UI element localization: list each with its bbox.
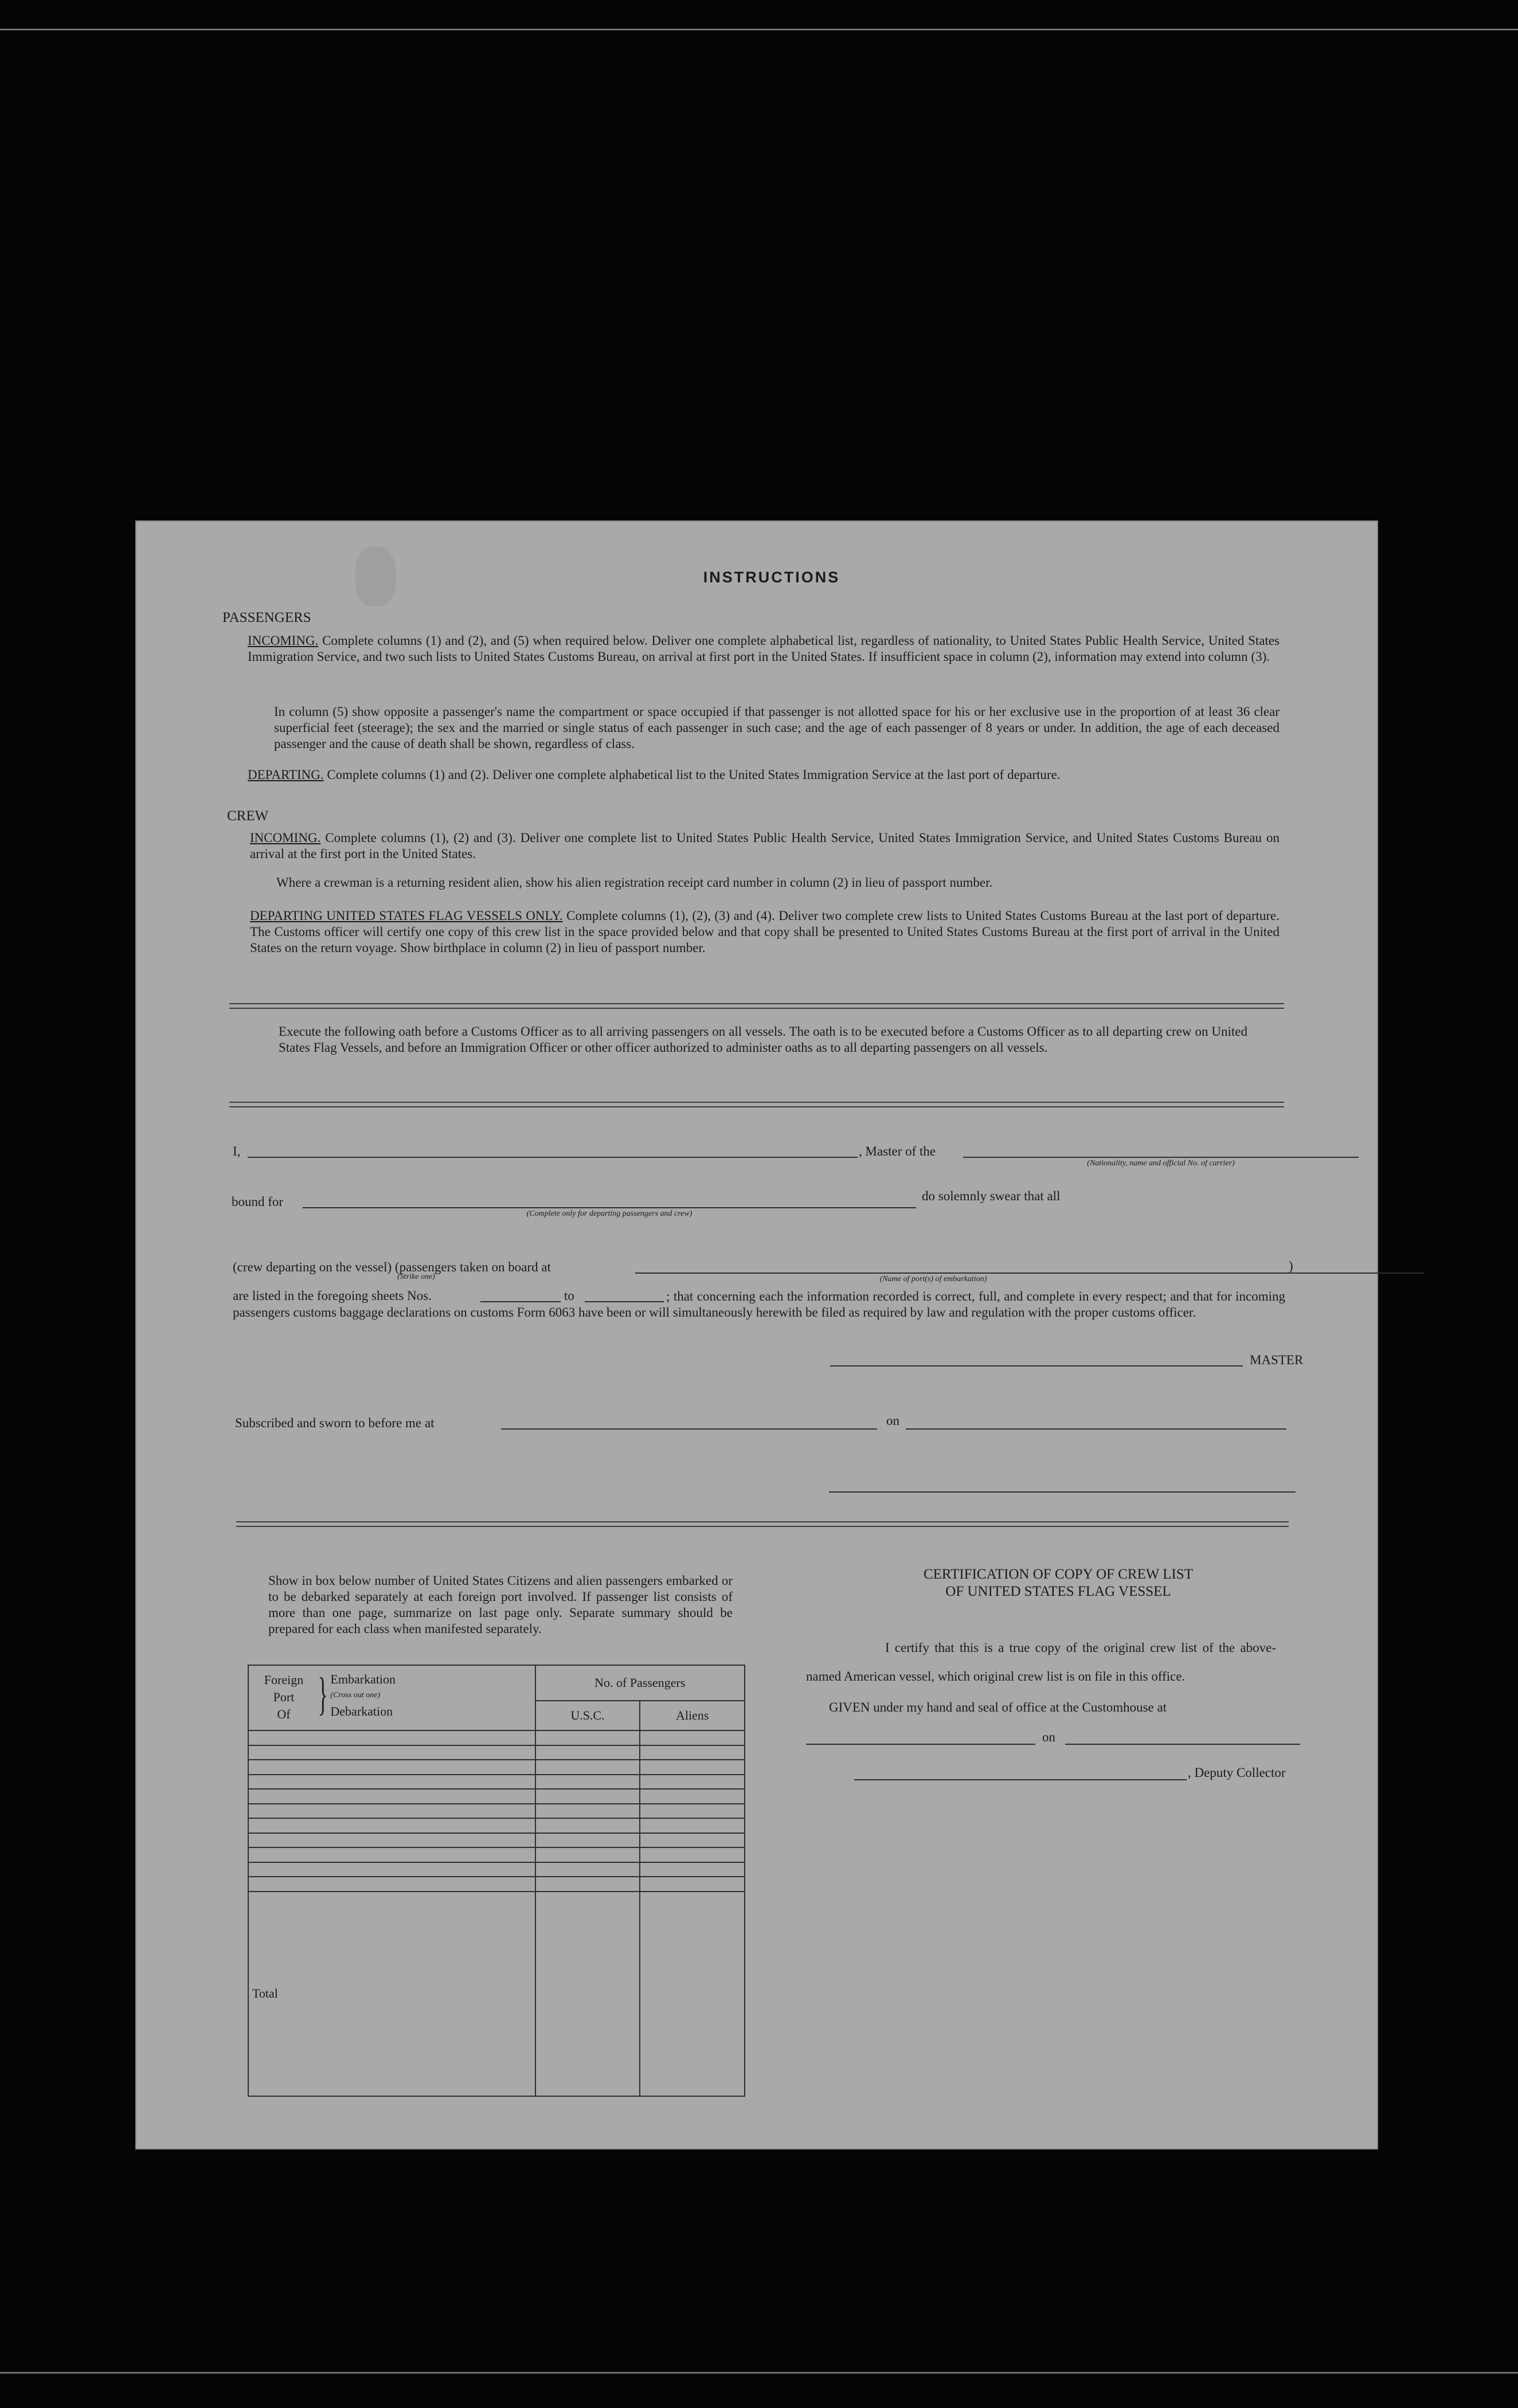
crew-incoming-paragraph xyxy=(250,830,1280,862)
table-row[interactable] xyxy=(248,1877,745,1892)
usc-header: U.S.C. xyxy=(535,1701,640,1730)
scan-frame-bottom-line xyxy=(0,2372,1518,2374)
passengers-incoming-label: INCOMING. xyxy=(248,633,319,648)
table-row[interactable] xyxy=(248,1745,745,1760)
certification-title-line1: CERTIFICATION OF COPY OF CREW LIST xyxy=(923,1567,1194,1582)
crew-departing-label: DEPARTING UNITED STATES FLAG VESSELS ONLY. xyxy=(250,909,563,923)
subscribed-place-field[interactable] xyxy=(501,1428,877,1430)
passengers-departing-label: DEPARTING. xyxy=(248,768,324,782)
total-row[interactable] xyxy=(248,1892,745,2096)
passengers-heading: PASSENGERS xyxy=(222,610,311,625)
double-rule xyxy=(236,1521,1289,1527)
certification-on-label: on xyxy=(1042,1730,1055,1744)
crew-resident-paragraph: Where a crewman is a returning resident alien, show his alien registration receipt card number in column (2) in lieu of passport number. xyxy=(276,875,993,890)
swear-label: do solemnly swear that all xyxy=(922,1189,1061,1203)
oath-i-label: I, xyxy=(233,1144,241,1158)
total-label: Total xyxy=(248,1892,535,2096)
embarkation-ports-field[interactable] xyxy=(635,1272,1424,1274)
oath-instruction-paragraph: Execute the following oath before a Customs Officer as to all arriving passengers on all vessels. The oath is to be executed before a Customs Officer as to all departing crew on United States Flag Vessels, and before an Immigration Officer or other officer authorized to administer oaths as to all departing passengers on all vessels. xyxy=(279,1024,1247,1055)
passengers-column5-paragraph: In column (5) show opposite a passenger's name the compartment or space occupied if that passenger is not allotted space for his or her exclusive use in the proportion of at least 36 clear superficial feet (steerage); the sex and the married or single status of each passenger in such case; and the age of each passenger of 8 years or under. In addition, the age of each deceased passenger and the cause of death shall be shown, regardless of class. xyxy=(274,704,1280,751)
of-word: Of xyxy=(277,1707,291,1721)
passenger-summary-table xyxy=(248,1665,745,2097)
crew-incoming-text: Complete columns (1), (2) and (3). Deliver one complete list to United States Public Health Service, United States Immigration Service, and United States Customs Bureau on arrival at the first port in the United States. xyxy=(250,831,1280,861)
strike-one-caption: (Strike one) xyxy=(397,1272,435,1281)
table-row[interactable] xyxy=(248,1760,745,1775)
crew-departing-text: Complete columns (1), (2), (3) and (4). Deliver two complete crew lists to United States Customs Bureau at the last port of departure. The Customs officer will certify one copy of this crew list in the space provided below and that copy shall be presented to United States Customs Bureau at the first port of arrival in the United States on the return voyage. Show birthplace in column (2) in lieu of passport number. xyxy=(250,909,1280,955)
port-header-cell xyxy=(248,1665,535,1730)
correct-statement: ; that concerning each the information recorded is correct, full, and complete in every respect; and that for incoming passengers customs baggage declarations on customs Form 6063 have been or will simultaneously herewith be filed as required by law and regulation with the proper customs officer. xyxy=(233,1289,1285,1319)
table-row[interactable] xyxy=(248,1730,745,1745)
certify-paragraph: I certify that this is a true copy of the original crew list of the above-named American vessel, which original crew list is on file in this office. xyxy=(806,1640,1276,1683)
table-row[interactable] xyxy=(248,1862,745,1877)
master-label: MASTER xyxy=(1250,1353,1304,1367)
foreign-port-of-label xyxy=(252,1671,315,1723)
crew-departing-oath-label: (crew departing on the vessel) (passengers taken on board at xyxy=(233,1260,551,1274)
box-instruction-paragraph: Show in box below number of United States Citizens and alien passengers embarked or to be debarked separately at each foreign port involved. If passenger list consists of more than one page, summarize on last page only. Separate summary should be prepared for each class when manifested separately. xyxy=(268,1573,733,1636)
table-row[interactable] xyxy=(248,1833,745,1848)
close-paren: ) xyxy=(1289,1259,1293,1273)
master-of-label: , Master of the xyxy=(859,1144,936,1158)
certification-title-line2: OF UNITED STATES FLAG VESSEL xyxy=(945,1584,1171,1599)
subscribed-on-label: on xyxy=(886,1414,899,1428)
customhouse-field[interactable] xyxy=(806,1744,1035,1745)
faded-stamp-mark xyxy=(355,547,396,606)
deputy-signature-field[interactable] xyxy=(854,1779,1187,1780)
table-row[interactable] xyxy=(248,1775,745,1790)
debarkation-label[interactable]: Debarkation xyxy=(330,1704,393,1718)
table-row[interactable] xyxy=(248,1847,745,1862)
crew-incoming-label: INCOMING. xyxy=(250,831,321,845)
subscribed-date-field[interactable] xyxy=(906,1428,1286,1430)
certification-date-field[interactable] xyxy=(1065,1744,1300,1745)
officer-signature-field[interactable] xyxy=(829,1491,1296,1493)
given-label: GIVEN under my hand and seal of office at the Customhouse at xyxy=(829,1700,1167,1714)
scan-frame-top-line xyxy=(0,29,1518,30)
subscribed-label: Subscribed and sworn to before me at xyxy=(235,1416,435,1430)
bound-for-field[interactable] xyxy=(303,1207,916,1208)
bound-for-caption: (Complete only for departing passengers and crew) xyxy=(526,1209,693,1218)
aliens-header: Aliens xyxy=(640,1701,745,1730)
master-name-field[interactable] xyxy=(248,1157,858,1158)
carrier-caption: (Nationality, name and official No. of carrier) xyxy=(1087,1159,1235,1168)
passengers-departing-text: Complete columns (1) and (2). Deliver one complete alphabetical list to the United States Immigration Service at the last port of departure. xyxy=(327,768,1061,782)
cross-out-caption: (Cross out one) xyxy=(330,1691,380,1700)
port-word: Port xyxy=(273,1690,295,1704)
ports-caption: (Name of port(s) of embarkation) xyxy=(879,1275,987,1283)
passengers-incoming-text: Complete columns (1) and (2), and (5) when required below. Deliver one complete alphabetical list, regardless of nationality, to United States Public Health Service, United States Immigration Service, and two such lists to United States Customs Bureau, on arrival at first port in the United States. If insufficient space in column (2), information may extend into column (3). xyxy=(248,633,1280,664)
table-row[interactable] xyxy=(248,1789,745,1804)
brace-glyph: } xyxy=(318,1669,328,1720)
deputy-collector-label: , Deputy Collector xyxy=(1188,1765,1286,1780)
table-row[interactable] xyxy=(248,1818,745,1833)
passengers-departing-paragraph xyxy=(248,767,1280,783)
crew-departing-paragraph xyxy=(250,908,1280,956)
sheets-label: are listed in the foregoing sheets Nos. xyxy=(233,1289,432,1303)
page-title: INSTRUCTIONS xyxy=(703,569,840,586)
passengers-incoming-paragraph xyxy=(248,633,1280,665)
certification-title xyxy=(812,1566,1305,1600)
double-rule xyxy=(229,1003,1284,1009)
foreign-word: Foreign xyxy=(264,1673,304,1687)
table-row[interactable] xyxy=(248,1804,745,1819)
crew-heading: CREW xyxy=(227,808,269,824)
bound-for-label: bound for xyxy=(232,1195,284,1209)
no-of-passengers-header: No. of Passengers xyxy=(535,1665,745,1701)
embarkation-label[interactable]: Embarkation xyxy=(330,1672,396,1686)
double-rule xyxy=(229,1102,1284,1107)
sheets-to-label: to xyxy=(564,1289,574,1303)
document-sheet xyxy=(135,520,1378,2149)
carrier-field[interactable] xyxy=(963,1157,1359,1158)
master-signature-field[interactable] xyxy=(830,1365,1243,1367)
